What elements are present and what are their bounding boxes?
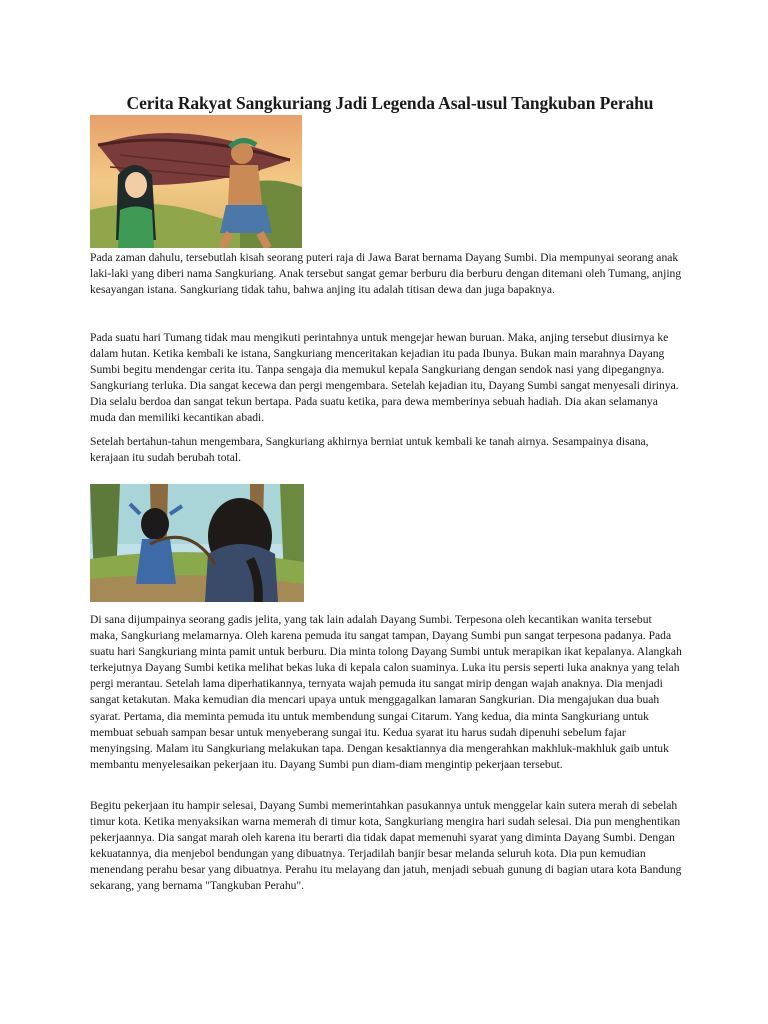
illustration-forest <box>90 484 304 602</box>
paragraph-2: Pada suatu hari Tumang tidak mau mengikuti perintahnya untuk mengejar hewan buruan. Maka, anjing tersebut diusirnya ke dalam hutan. Ketika kembali ke istana, Sangkuriang menceritakan kejadian itu pada Ibunya. Bukan main marahnya Dayang Sumbi begitu mendengar cerita itu. Tanpa sengaja dia memukul kepala Sangkuriang dengan sendok nasi yang dipegangnya. Sangkuriang terluka. Dia sangat kecewa dan pergi mengembara. Setelah kejadian itu, Dayang Sumbi sangat menyesali dirinya. Dia selalu berdoa dan sangat tekun bertapa. Pada suatu ketika, para dewa memberinya sebuah hadiah. Dia akan selamanya muda dan memiliki kecantikan abadi. <box>90 331 679 425</box>
paragraph-5: Begitu pekerjaan itu hampir selesai, Dayang Sumbi memerintahkan pasukannya untuk menggelar kain sutera merah di sebelah timur kota. Ketika menyaksikan warna memerah di timur kota, Sangkuriang mengira hari sudah selesai. Dia pun menghentikan pekerjaannya. Dia sangat marah oleh karena itu berarti dia tidak dapat memenuhi syarat yang diminta Dayang Sumbi. Dengan kekuatannya, dia menjebol bendungan yang dibuatnya. Terjadilah banjir besar melanda seluruh kota. Dia pun kemudian menendang perahu besar yang dibuatnya. Perahu itu melayang dan jatuh, menjadi sebuah gunung di bagian utara kota Bandung sekarang, yang bernama "Tangkuban Perahu". <box>90 799 682 893</box>
paragraph-4: Di sana dijumpainya seorang gadis jelita, yang tak lain adalah Dayang Sumbi. Terpesona oleh kecantikan wanita tersebut maka, Sangkuriang melamarnya. Oleh karena pemuda itu sangat tampan, Dayang Sumbi pun sangat terpesona padanya. Pada suatu hari Sangkuriang minta pamit untuk berburu. Dia minta tolong Dayang Sumbi untuk merapikan ikat kepalanya. Alangkah terkejutnya Dayang Sumbi ketika melihat bekas luka di kepala calon suaminya. Luka itu persis seperti luka anaknya yang telah pergi merantau. Setelah lama diperhatikannya, ternyata wajah pemuda itu sangat mirip dengan wajah anaknya. Dia menjadi sangat ketakutan. Maka kemudian dia mencari upaya untuk menggagalkan lamaran Sangkurian. Dia mengajukan dua buah syarat. Pertama, dia meminta pemuda itu untuk membendung sungai Citarum. Yang kedua, dia minta Sangkuriang untuk membuat sebuah sampan besar untuk menyeberang sungai itu. Kedua syarat itu harus sudah dipenuhi sebelum fajar menyingsing. Malam itu Sangkuriang melakukan tapa. Dengan kesaktiannya dia mengerahkan makhluk-makhluk gaib untuk membantu menyelesaikan pekerjaan itu. Dayang Sumbi pun diam-diam mengintip pekerjaan tersebut. <box>90 613 682 771</box>
paragraph-3: Setelah bertahun-tahun mengembara, Sangkuriang akhirnya berniat untuk kembali ke tanah airnya. Sesampainya disana, kerajaan itu sudah berubah total. <box>90 435 649 465</box>
illustration-boat <box>90 115 302 248</box>
paragraph-1: Pada zaman dahulu, tersebutlah kisah seorang puteri raja di Jawa Barat bernama Dayang Sumbi. Dia mempunyai seorang anak laki-laki yang diberi nama Sangkuriang. Anak tersebut sangat gemar berburu dia berburu dengan ditemani oleh Tumang, anjing kesayangan istana. Sangkuriang tidak tahu, bahwa anjing itu adalah titisan dewa dan juga bapaknya. <box>90 251 682 297</box>
page-title: Cerita Rakyat Sangkuriang Jadi Legenda Asal-usul Tangkuban Perahu <box>126 93 654 113</box>
